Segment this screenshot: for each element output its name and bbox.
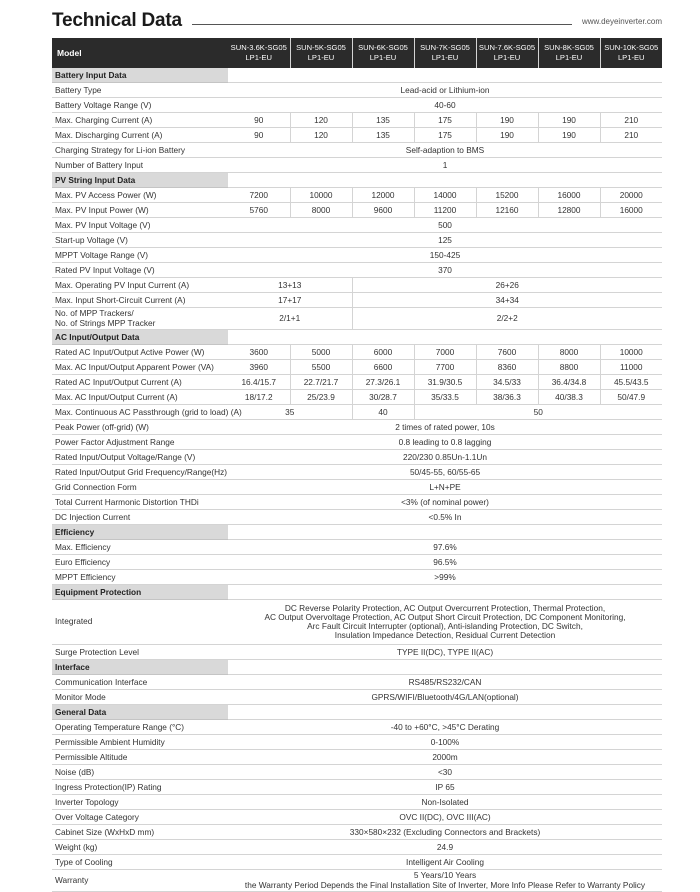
model-name: SUN-5K-SG05 LP1-EU	[290, 38, 352, 68]
spec-value: 190	[538, 113, 600, 128]
spec-label: Ingress Protection(IP) Rating	[52, 779, 228, 794]
spec-value: 190	[476, 128, 538, 143]
section-header-row	[52, 68, 662, 83]
spec-label: Euro Efficiency	[52, 555, 228, 570]
table-row	[52, 824, 662, 839]
spec-value: 5500	[290, 360, 352, 375]
spec-value: 10000	[290, 188, 352, 203]
website-url: www.deyeinverter.com	[581, 16, 662, 26]
spec-label: Type of Cooling	[52, 854, 228, 869]
table-row	[52, 248, 662, 263]
spec-label: Rated AC Input/Output Current (A)	[52, 375, 228, 390]
spec-value: 30/28.7	[352, 390, 414, 405]
spec-value: <0.5% In	[228, 510, 662, 525]
spec-value: 7600	[476, 345, 538, 360]
spec-value: 36.4/34.8	[538, 375, 600, 390]
spec-label: Grid Connection Form	[52, 480, 228, 495]
spec-value: Intelligent Air Cooling	[228, 854, 662, 869]
section-spacer	[228, 585, 662, 600]
table-row	[52, 308, 662, 330]
spec-value: 135	[352, 113, 414, 128]
spec-label: Rated AC Input/Output Active Power (W)	[52, 345, 228, 360]
spec-value: Non-Isolated	[228, 794, 662, 809]
table-row	[52, 555, 662, 570]
table-row	[52, 263, 662, 278]
spec-value: 90	[228, 113, 290, 128]
spec-value: 210	[600, 113, 662, 128]
spec-value: 50/47.9	[600, 390, 662, 405]
spec-value: 8800	[538, 360, 600, 375]
spec-value: 45.5/43.5	[600, 375, 662, 390]
table-row	[52, 158, 662, 173]
spec-value: 0-100%	[228, 734, 662, 749]
spec-value: 12160	[476, 203, 538, 218]
spec-label: Battery Voltage Range (V)	[52, 98, 228, 113]
spec-value: 34+34	[352, 293, 662, 308]
spec-value: 34.5/33	[476, 375, 538, 390]
spec-value: 7000	[414, 345, 476, 360]
section-title: PV String Input Data	[52, 173, 228, 188]
spec-value: 8000	[538, 345, 600, 360]
section-title: AC Input/Output Data	[52, 330, 228, 345]
page-title: Technical Data	[52, 10, 182, 31]
spec-value: 220/230 0.85Un-1.1Un	[228, 450, 662, 465]
section-spacer	[228, 330, 662, 345]
spec-label: Start-up Voltage (V)	[52, 233, 228, 248]
spec-label: MPPT Voltage Range (V)	[52, 248, 228, 263]
table-row	[52, 420, 662, 435]
table-row	[52, 405, 662, 420]
spec-value: 5760	[228, 203, 290, 218]
section-spacer	[228, 659, 662, 674]
spec-value: Self-adaption to BMS	[228, 143, 662, 158]
table-row	[52, 734, 662, 749]
spec-value: 125	[228, 233, 662, 248]
spec-value: 6600	[352, 360, 414, 375]
spec-value: 15200	[476, 188, 538, 203]
table-row	[52, 839, 662, 854]
spec-value: 27.3/26.1	[352, 375, 414, 390]
spec-value: 97.6%	[228, 540, 662, 555]
table-row	[52, 218, 662, 233]
spec-value: -40 to +60°C, >45°C Derating	[228, 719, 662, 734]
spec-value: 90	[228, 128, 290, 143]
spec-value: L+N+PE	[228, 480, 662, 495]
spec-label: Rated Input/Output Grid Frequency/Range(Hz)	[52, 465, 228, 480]
spec-value: 16.4/15.7	[228, 375, 290, 390]
section-header-row	[52, 330, 662, 345]
spec-value: RS485/RS232/CAN	[228, 674, 662, 689]
table-row	[52, 375, 662, 390]
table-row	[52, 188, 662, 203]
spec-label: Rated PV Input Voltage (V)	[52, 263, 228, 278]
spec-label: DC Injection Current	[52, 510, 228, 525]
spec-value: 12000	[352, 188, 414, 203]
table-row	[52, 480, 662, 495]
spec-label: Max. Operating PV Input Current (A)	[52, 278, 228, 293]
spec-value: >99%	[228, 570, 662, 585]
section-spacer	[228, 68, 662, 83]
spec-value: 5 Years/10 Years the Warranty Period Depends the Final Installation Site of Inverter, More Info Please Refer to Warranty Policy	[228, 869, 662, 891]
table-row	[52, 495, 662, 510]
model-name: SUN-7K-SG05 LP1-EU	[414, 38, 476, 68]
spec-label: Integrated	[52, 600, 228, 645]
spec-value: 10000	[600, 345, 662, 360]
table-row	[52, 450, 662, 465]
section-header-row	[52, 704, 662, 719]
model-name: SUN-3.6K-SG05 LP1-EU	[228, 38, 290, 68]
table-row	[52, 233, 662, 248]
section-spacer	[228, 173, 662, 188]
spec-value: Lead-acid or Lithium-ion	[228, 83, 662, 98]
table-row	[52, 674, 662, 689]
spec-value: 40/38.3	[538, 390, 600, 405]
spec-label: Permissible Ambient Humidity	[52, 734, 228, 749]
spec-value: 38/36.3	[476, 390, 538, 405]
spec-value: 190	[538, 128, 600, 143]
spec-value: 175	[414, 113, 476, 128]
spec-label: Weight (kg)	[52, 839, 228, 854]
spec-value: 40	[352, 405, 414, 420]
spec-value: 18/17.2	[228, 390, 290, 405]
spec-value: DC Reverse Polarity Protection, AC Output Overcurrent Protection, Thermal Protection, AC Output Overvoltage Protection, AC Output Short Circuit Protection, DC Component Monitoring, Arc Fault Circuit Interrupter (optional), Anti-islanding Protection, DC Switch, Insulation Impedance Detection, Residual Current Detection	[228, 600, 662, 645]
spec-value: 1	[228, 158, 662, 173]
spec-value: 150-425	[228, 248, 662, 263]
spec-value: 11000	[600, 360, 662, 375]
spec-value: 2/2+2	[352, 308, 662, 330]
spec-value: 6000	[352, 345, 414, 360]
spec-label: Over Voltage Category	[52, 809, 228, 824]
spec-value: 96.5%	[228, 555, 662, 570]
spec-label: Max. PV Input Power (W)	[52, 203, 228, 218]
table-row	[52, 809, 662, 824]
spec-value: <30	[228, 764, 662, 779]
table-row	[52, 143, 662, 158]
table-row	[52, 794, 662, 809]
section-title: Interface	[52, 659, 228, 674]
section-spacer	[228, 704, 662, 719]
spec-label: MPPT Efficiency	[52, 570, 228, 585]
spec-label: Max. Charging Current (A)	[52, 113, 228, 128]
table-row	[52, 510, 662, 525]
table-row	[52, 278, 662, 293]
spec-value: 3600	[228, 345, 290, 360]
title-divider	[192, 24, 572, 25]
spec-value: 8360	[476, 360, 538, 375]
section-header-row	[52, 585, 662, 600]
spec-value: 2 times of rated power, 10s	[228, 420, 662, 435]
section-header-row	[52, 525, 662, 540]
spec-value: 24.9	[228, 839, 662, 854]
spec-value: <3% (of nominal power)	[228, 495, 662, 510]
spec-value: 500	[228, 218, 662, 233]
section-spacer	[228, 525, 662, 540]
table-row	[52, 600, 662, 645]
spec-value: 17+17	[228, 293, 352, 308]
model-label: Model	[52, 38, 228, 68]
spec-value: 50	[414, 405, 662, 420]
table-row	[52, 869, 662, 891]
spec-value: 16000	[538, 188, 600, 203]
technical-data-table	[52, 38, 662, 892]
model-name: SUN-8K-SG05 LP1-EU	[538, 38, 600, 68]
spec-value: TYPE II(DC), TYPE II(AC)	[228, 644, 662, 659]
table-row	[52, 719, 662, 734]
spec-value: 26+26	[352, 278, 662, 293]
spec-value: 14000	[414, 188, 476, 203]
spec-value: 8000	[290, 203, 352, 218]
table-row	[52, 749, 662, 764]
spec-value: 16000	[600, 203, 662, 218]
spec-label: Monitor Mode	[52, 689, 228, 704]
model-name: SUN-7.6K-SG05 LP1-EU	[476, 38, 538, 68]
spec-label: Max. AC Input/Output Current (A)	[52, 390, 228, 405]
table-row	[52, 293, 662, 308]
spec-value: 9600	[352, 203, 414, 218]
spec-label: Number of Battery Input	[52, 158, 228, 173]
spec-value: 5000	[290, 345, 352, 360]
spec-value: 190	[476, 113, 538, 128]
spec-value: 25/23.9	[290, 390, 352, 405]
spec-label: Charging Strategy for Li-ion Battery	[52, 143, 228, 158]
spec-value: 13+13	[228, 278, 352, 293]
model-name: SUN-6K-SG05 LP1-EU	[352, 38, 414, 68]
spec-value: 20000	[600, 188, 662, 203]
spec-label: Total Current Harmonic Distortion THDi	[52, 495, 228, 510]
section-header-row	[52, 173, 662, 188]
table-row	[52, 644, 662, 659]
spec-label: Operating Temperature Range (°C)	[52, 719, 228, 734]
spec-label: Noise (dB)	[52, 764, 228, 779]
spec-value: 35	[228, 405, 352, 420]
spec-value: OVC II(DC), OVC III(AC)	[228, 809, 662, 824]
spec-value: 7200	[228, 188, 290, 203]
spec-value: 135	[352, 128, 414, 143]
spec-label: Max. PV Input Voltage (V)	[52, 218, 228, 233]
spec-value: 2000m	[228, 749, 662, 764]
table-row	[52, 98, 662, 113]
table-row	[52, 465, 662, 480]
table-row	[52, 203, 662, 218]
spec-value: 11200	[414, 203, 476, 218]
table-row	[52, 128, 662, 143]
model-header-row	[52, 38, 662, 68]
spec-label: Max. Input Short-Circuit Current (A)	[52, 293, 228, 308]
table-row	[52, 360, 662, 375]
spec-value: 330×580×232 (Excluding Connectors and Brackets)	[228, 824, 662, 839]
spec-label: Battery Type	[52, 83, 228, 98]
spec-label: Cabinet Size (WxHxD mm)	[52, 824, 228, 839]
spec-label: Power Factor Adjustment Range	[52, 435, 228, 450]
table-row	[52, 345, 662, 360]
spec-label: Max. Efficiency	[52, 540, 228, 555]
spec-label: Max. AC Input/Output Apparent Power (VA)	[52, 360, 228, 375]
spec-value: 40-60	[228, 98, 662, 113]
section-title: Equipment Protection	[52, 585, 228, 600]
spec-value: 210	[600, 128, 662, 143]
spec-label: Rated Input/Output Voltage/Range (V)	[52, 450, 228, 465]
spec-label: Warranty	[52, 869, 228, 891]
spec-value: 22.7/21.7	[290, 375, 352, 390]
spec-value: IP 65	[228, 779, 662, 794]
spec-label: No. of MPP Trackers/ No. of Strings MPP Tracker	[52, 308, 228, 330]
table-row	[52, 83, 662, 98]
table-row	[52, 113, 662, 128]
title-row	[52, 8, 662, 34]
section-title: General Data	[52, 704, 228, 719]
spec-label: Communication Interface	[52, 674, 228, 689]
spec-label: Permissible Altitude	[52, 749, 228, 764]
table-row	[52, 435, 662, 450]
section-header-row	[52, 659, 662, 674]
section-title: Efficiency	[52, 525, 228, 540]
table-row	[52, 764, 662, 779]
spec-value: 2/1+1	[228, 308, 352, 330]
spec-value: 12800	[538, 203, 600, 218]
spec-value: 3960	[228, 360, 290, 375]
spec-label: Max. PV Access Power (W)	[52, 188, 228, 203]
spec-value: 175	[414, 128, 476, 143]
spec-label: Peak Power (off-grid) (W)	[52, 420, 228, 435]
spec-value: 120	[290, 128, 352, 143]
table-row	[52, 540, 662, 555]
table-row	[52, 779, 662, 794]
spec-value: 50/45-55, 60/55-65	[228, 465, 662, 480]
section-title: Battery Input Data	[52, 68, 228, 83]
spec-value: 7700	[414, 360, 476, 375]
spec-label: Inverter Topology	[52, 794, 228, 809]
spec-label: Surge Protection Level	[52, 644, 228, 659]
spec-table-body	[52, 68, 662, 892]
table-row	[52, 390, 662, 405]
spec-value: 0.8 leading to 0.8 lagging	[228, 435, 662, 450]
spec-value: 370	[228, 263, 662, 278]
spec-label: Max. Continuous AC Passthrough (grid to load) (A)	[52, 405, 228, 420]
model-name: SUN-10K-SG05 LP1-EU	[600, 38, 662, 68]
table-row	[52, 570, 662, 585]
table-row	[52, 854, 662, 869]
spec-label: Max. Discharging Current (A)	[52, 128, 228, 143]
spec-value: GPRS/WIFI/Bluetooth/4G/LAN(optional)	[228, 689, 662, 704]
spec-value: 120	[290, 113, 352, 128]
spec-value: 35/33.5	[414, 390, 476, 405]
spec-value: 31.9/30.5	[414, 375, 476, 390]
table-row	[52, 689, 662, 704]
